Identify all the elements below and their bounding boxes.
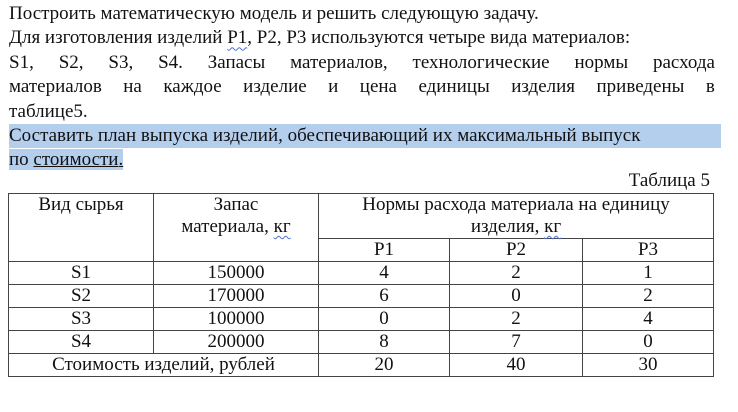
selected-task-line-2[interactable] (9, 148, 715, 172)
cell-norm-p1: 8 (319, 331, 450, 354)
header-stock-line-2 (154, 216, 318, 238)
selected-text-po: по (9, 149, 29, 171)
materials-table (8, 193, 714, 377)
task-word: изделие (243, 76, 307, 98)
task-word: на (123, 76, 142, 98)
table-row (9, 331, 714, 354)
cell-norm-p3: 1 (583, 262, 714, 285)
task-line-5: таблице5. (9, 100, 88, 122)
selected-text-stoimosti: стоимости (33, 149, 119, 171)
cell-material: S3 (9, 308, 154, 331)
cost-label: Стоимость изделий, рублей (9, 354, 319, 377)
cell-norm-p2: 2 (450, 262, 583, 285)
task-word: S3, (108, 51, 134, 73)
cost-p2: 40 (450, 354, 583, 377)
header-norms-text: изделия, (470, 216, 540, 237)
header-norms-line-2 (319, 216, 713, 238)
task-word: материалов (9, 76, 102, 98)
task-word: цена (359, 76, 397, 98)
cost-p3: 30 (583, 354, 714, 377)
header-stock-text: материала, (181, 216, 269, 237)
cell-norm-p3: 2 (583, 285, 714, 308)
table-cost-row (9, 354, 714, 377)
header-product-p2: Р2 (450, 239, 583, 262)
task-word: в (705, 76, 715, 98)
cell-norm-p2: 7 (450, 331, 583, 354)
unit-kg: кг (273, 216, 291, 237)
header-norms-line-1: Нормы расхода материала на единицу (362, 194, 670, 215)
table-row (9, 262, 714, 285)
cell-stock: 150000 (154, 262, 319, 285)
task-word: S2, (58, 51, 84, 73)
cell-stock: 100000 (154, 308, 319, 331)
table-caption: Таблица 5 (628, 170, 710, 191)
cell-stock: 170000 (154, 285, 319, 308)
task-line-2-end: , Р2, Р3 используются четыре вида материалов: (247, 27, 631, 49)
table-row (9, 308, 714, 331)
task-word: приведены (596, 76, 685, 98)
cell-stock: 200000 (154, 331, 319, 354)
cell-norm-p2: 0 (450, 285, 583, 308)
header-product-p1: Р1 (319, 239, 450, 262)
task-word: единицы (418, 76, 490, 98)
cell-norm-p1: 0 (319, 308, 450, 331)
selected-task-line-1[interactable]: Составить план выпуска изделий, обеспечивающий их максимальный выпуск (9, 124, 721, 148)
task-word: материалов, (290, 51, 388, 73)
product-p1-term: Р1 (227, 27, 248, 49)
cell-norm-p1: 4 (319, 262, 450, 285)
table-row (9, 285, 714, 308)
task-word: нормы (574, 51, 629, 73)
cell-material: S4 (9, 331, 154, 354)
cell-material: S2 (9, 285, 154, 308)
task-word: технологические (412, 51, 550, 73)
task-word: изделия (511, 76, 576, 98)
task-line-1: Построить математическую модель и решить следующую задачу. (9, 3, 539, 24)
task-text (9, 2, 715, 173)
selected-text-period: . (118, 149, 124, 171)
task-line-4 (9, 75, 715, 99)
task-word: Запасы (207, 51, 266, 73)
task-line-2-start: Для изготовления изделий (9, 27, 223, 49)
task-word: и (328, 76, 339, 98)
cell-material: S1 (9, 262, 154, 285)
header-product-p3: Р3 (583, 239, 714, 262)
task-word: S4. (158, 51, 183, 73)
task-line-2 (9, 26, 715, 50)
table-header-row (9, 194, 714, 239)
task-word: S1, (9, 51, 34, 73)
header-stock (154, 194, 319, 262)
cell-norm-p2: 2 (450, 308, 583, 331)
header-material: Вид сырья (9, 194, 154, 262)
header-norms (319, 194, 714, 239)
cost-p1: 20 (319, 354, 450, 377)
task-line-3 (9, 51, 715, 75)
cell-norm-p1: 6 (319, 285, 450, 308)
task-word: каждое (163, 76, 222, 98)
unit-kg: кг (544, 216, 562, 237)
cell-norm-p3: 4 (583, 308, 714, 331)
task-word: расхода (653, 51, 715, 73)
header-stock-line-1: Запас (213, 194, 259, 215)
cell-norm-p3: 0 (583, 331, 714, 354)
